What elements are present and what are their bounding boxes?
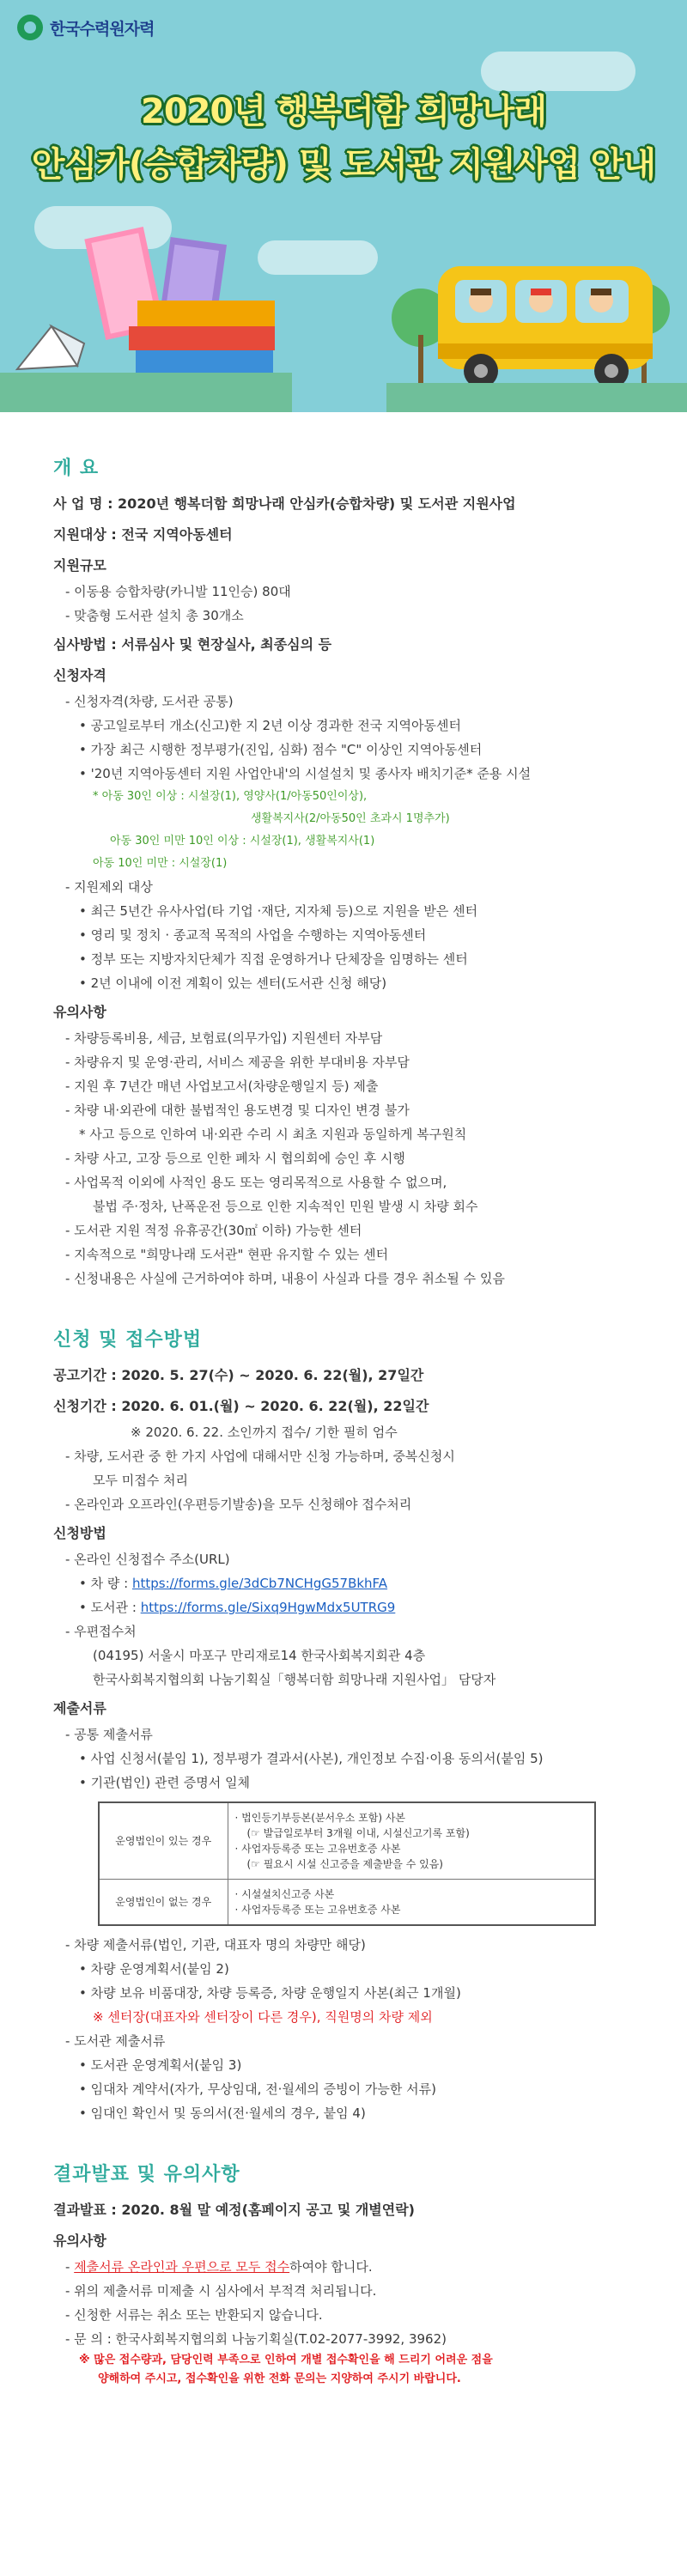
note-item: - 차량유지 및 운영·관리, 서비스 제공을 위한 부대비용 자부담: [65, 1054, 410, 1070]
period-note: 모두 미접수 처리: [93, 1473, 188, 1488]
note-item: - 지원 후 7년간 매년 사업보고서(차량운행일지 등) 제출: [65, 1078, 379, 1094]
qualification-item: • '20년 지역아동센터 지원 사업안내'의 시설설치 및 종사자 배치기준* 준용 시설: [79, 766, 532, 781]
mail-label: - 우편접수처: [65, 1624, 137, 1639]
exclusion-item: • 정부 또는 지방자치단체가 직접 운영하거나 단체장을 임명하는 센터: [79, 951, 468, 967]
support-target: 지원대상 : 전국 지역아동센터: [53, 526, 233, 543]
docs-lib-item: • 도서관 운영계획서(붙임 3): [79, 2057, 242, 2073]
exclusion-item: • 영리 및 정치 · 종교적 목적의 사업을 수행하는 지역아동센터: [79, 927, 427, 943]
note-item: - 사업목적 이외에 사적인 용도 또는 영리목적으로 사용할 수 없으며,: [65, 1175, 447, 1190]
staff-standard: 생활복지사(2/아동50인 초과시 1명추가): [251, 812, 450, 825]
result-warning: ※ 많은 접수량과, 담당인력 부족으로 인하여 개별 접수확인을 해 드리기 어려운 점을: [79, 2354, 493, 2366]
result-announce: 결과발표 : 2020. 8월 말 예정(홈페이지 공고 및 개별연락): [53, 2202, 415, 2218]
docs-common-item: • 기관(법인) 관련 증명서 일체: [79, 1775, 251, 1790]
table-row: [99, 1880, 595, 1926]
period-note: - 온라인과 오프라인(우편등기발송)을 모두 신청해야 접수처리: [65, 1497, 412, 1512]
docs-lib-item: • 임대인 확인서 및 동의서(전·월세의 경우, 붙임 4): [79, 2105, 366, 2121]
project-name: 사 업 명 : 2020년 행복더함 희망나래 안심카(승합차량) 및 도서관 지원사업: [53, 495, 516, 512]
docs-car-label: - 차량 제출서류(법인, 기관, 대표자 명의 차량만 해당): [65, 1937, 366, 1953]
lib-url-label: • 도서관 :: [79, 1600, 141, 1615]
apply-heading: 신청 및 접수방법: [53, 1329, 203, 1351]
note-suffix: 하여야 합니다.: [289, 2259, 373, 2275]
mail-address: (04195) 서울시 마포구 만리재로14 한국사회복지회관 4층: [93, 1648, 426, 1663]
table-value-line: · 사업자등록증 또는 고유번호증 사본: [234, 1843, 401, 1855]
docs-label: 제출서류: [53, 1700, 106, 1716]
certificate-table: [98, 1801, 596, 1926]
library-form-link[interactable]: https://forms.gle/Sixq9HgwMdx5UTRG9: [140, 1600, 396, 1615]
apply-period: 신청기간 : 2020. 6. 01.(월) ~ 2020. 6. 22(월), 22일간: [53, 1398, 429, 1414]
result-heading: 결과발표 및 유의사항: [53, 2164, 240, 2185]
result-note-item: - 신청한 서류는 취소 또는 반환되지 않습니다.: [65, 2307, 323, 2323]
bus-illustration-icon: [386, 215, 687, 412]
table-value-line: (☞ 발급일로부터 3개월 이내, 시설신고기록 포함): [246, 1827, 470, 1839]
table-row: [99, 1802, 595, 1880]
table-value: [228, 1802, 595, 1880]
docs-lib-label: - 도서관 제출서류: [65, 2033, 166, 2049]
docs-common-label: - 공통 제출서류: [65, 1727, 153, 1742]
page-title-line2: 안심카(승합차량) 및 도서관 지원사업 안내: [31, 145, 656, 185]
note-prefix: -: [65, 2259, 75, 2275]
table-value-line: · 법인등기부등본(분서우소 포함) 사본: [234, 1812, 406, 1824]
note-item: 불법 주·정차, 난폭운전 등으로 인한 지속적인 민원 발생 시 차량 회수: [93, 1199, 478, 1214]
note-highlight: 제출서류 온라인과 우편으로 모두 접수: [74, 2259, 290, 2275]
note-item: - 차량 사고, 고장 등으로 인한 폐차 시 협의회에 승인 후 시행: [65, 1151, 405, 1166]
note-item: - 신청내용은 사실에 근거하여야 하며, 내용이 사실과 다를 경우 취소될 수 있음: [65, 1271, 505, 1286]
qualification-item: • 가장 최근 시행한 정부평가(진입, 심화) 점수 "C" 이상인 지역아동센터: [79, 742, 483, 757]
books-illustration-icon: [0, 197, 292, 412]
mail-recipient: 한국사회복지협의회 나눔기획실「행복더함 희망나래 지원사업」 담당자: [93, 1672, 496, 1687]
docs-common-item: • 사업 신청서(붙임 1), 정부평가 결과서(사본), 개인정보 수집·이용 동의서(붙임 5): [79, 1751, 544, 1766]
table-key: 운영법인이 없는 경우: [99, 1880, 228, 1926]
qualification-common: - 신청자격(차량, 도서관 공통): [65, 694, 234, 709]
period-note: - 차량, 도서관 중 한 가지 사업에 대해서만 신청 가능하며, 중복신청시: [65, 1449, 455, 1464]
khnp-logo: [17, 12, 154, 43]
page-title-line1: 2020년 행복더함 희망나래: [141, 92, 546, 131]
logo-text: 한국수력원자력: [50, 19, 155, 39]
staff-standard: 아동 30인 미만 10인 이상 : 시설장(1), 생활복지사(1): [110, 835, 375, 848]
note-item: - 지속적으로 "희망나래 도서관" 현판 유지할 수 있는 센터: [65, 1247, 389, 1262]
docs-car-item: • 차량 운영계획서(붙임 2): [79, 1961, 229, 1977]
result-notes-label: 유의사항: [53, 2233, 106, 2249]
scale-label: 지원규모: [53, 557, 106, 574]
result-warning: 양해하여 주시고, 접수확인을 위한 전화 문의는 지양하여 주시기 바랍니다.: [98, 2372, 461, 2385]
staff-standard: 아동 10인 미만 : 시설장(1): [93, 857, 228, 870]
lib-url-row: [53, 1595, 644, 1619]
scale-item: - 맞춤형 도서관 설치 총 30개소: [65, 608, 244, 623]
docs-car-warning: ※ 센터장(대표자와 센터장이 다른 경우), 직원명의 차량 제외: [93, 2009, 433, 2025]
note-item: - 도서관 지원 적정 유휴공간(30㎡ 이하) 가능한 센터: [65, 1223, 362, 1238]
table-value-line: (☞ 필요시 시설 신고증을 제출받을 수 있음): [246, 1858, 443, 1870]
docs-lib-item: • 임대차 계약서(자가, 무상임대, 전·월세의 증빙이 가능한 서류): [79, 2081, 436, 2097]
qualification-item: • 공고일로부터 개소(신고)한 지 2년 이상 경과한 전국 지역아동센터: [79, 718, 461, 733]
docs-car-item: • 차량 보유 비품대장, 차량 등록증, 차량 운행일지 사본(최근 1개월): [79, 1985, 461, 2001]
qualification-label: 신청자격: [53, 667, 106, 683]
result-note-item: - 문 의 : 한국사회복지협의회 나눔기획실(T.02-2077-3992, 3962): [65, 2331, 447, 2347]
hero-banner: [0, 0, 687, 412]
method-label: 신청방법: [53, 1525, 106, 1541]
table-value-line: · 시설설치신고증 사본: [234, 1888, 335, 1900]
note-item: - 차량 내·외관에 대한 불법적인 용도변경 및 디자인 변경 불가: [65, 1103, 410, 1118]
table-value: [228, 1880, 595, 1926]
car-form-link[interactable]: https://forms.gle/3dCb7NCHgG57BkhFA: [131, 1576, 388, 1591]
staff-standard: * 아동 30인 이상 : 시설장(1), 영양사(1/아동50인이상),: [93, 790, 368, 803]
note-item: * 사고 등으로 인하여 내·외관 수리 시 최초 지원과 동일하게 복구원칙: [79, 1127, 467, 1142]
content-area: [0, 412, 687, 2576]
khnp-logo-icon: [17, 15, 43, 40]
result-note-item: [53, 2255, 644, 2279]
exclusion-label: - 지원제외 대상: [65, 879, 153, 895]
note-item: - 차량등록비용, 세금, 보험료(의무가입) 지원센터 자부담: [65, 1030, 383, 1046]
exclusion-item: • 2년 이내에 이전 계획이 있는 센터(도서관 신청 해당): [79, 975, 387, 991]
online-label: - 온라인 신청접수 주소(URL): [65, 1552, 230, 1567]
scale-item: - 이동용 승합차량(카니발 11인승) 80대: [65, 584, 291, 599]
car-url-row: [53, 1571, 644, 1595]
table-value-line: · 사업자등록증 또는 고유번호증 사본: [234, 1904, 401, 1916]
notice-period: 공고기간 : 2020. 5. 27(수) ~ 2020. 6. 22(월), 27일간: [53, 1367, 424, 1383]
overview-heading: 개 요: [53, 458, 100, 479]
exclusion-item: • 최근 5년간 유사사업(타 기업 ·재단, 지자체 등)으로 지원을 받은 센터: [79, 903, 478, 919]
result-note-item: - 위의 제출서류 미제출 시 심사에서 부적격 처리됩니다.: [65, 2283, 377, 2299]
car-url-label: • 차 량 :: [79, 1576, 132, 1591]
table-key: 운영법인이 있는 경우: [99, 1802, 228, 1880]
review-method: 심사방법 : 서류심사 및 현장실사, 최종심의 등: [53, 636, 332, 653]
notes-label: 유의사항: [53, 1004, 106, 1020]
deadline-note: ※ 2020. 6. 22. 소인까지 접수/ 기한 필히 엄수: [131, 1425, 398, 1440]
